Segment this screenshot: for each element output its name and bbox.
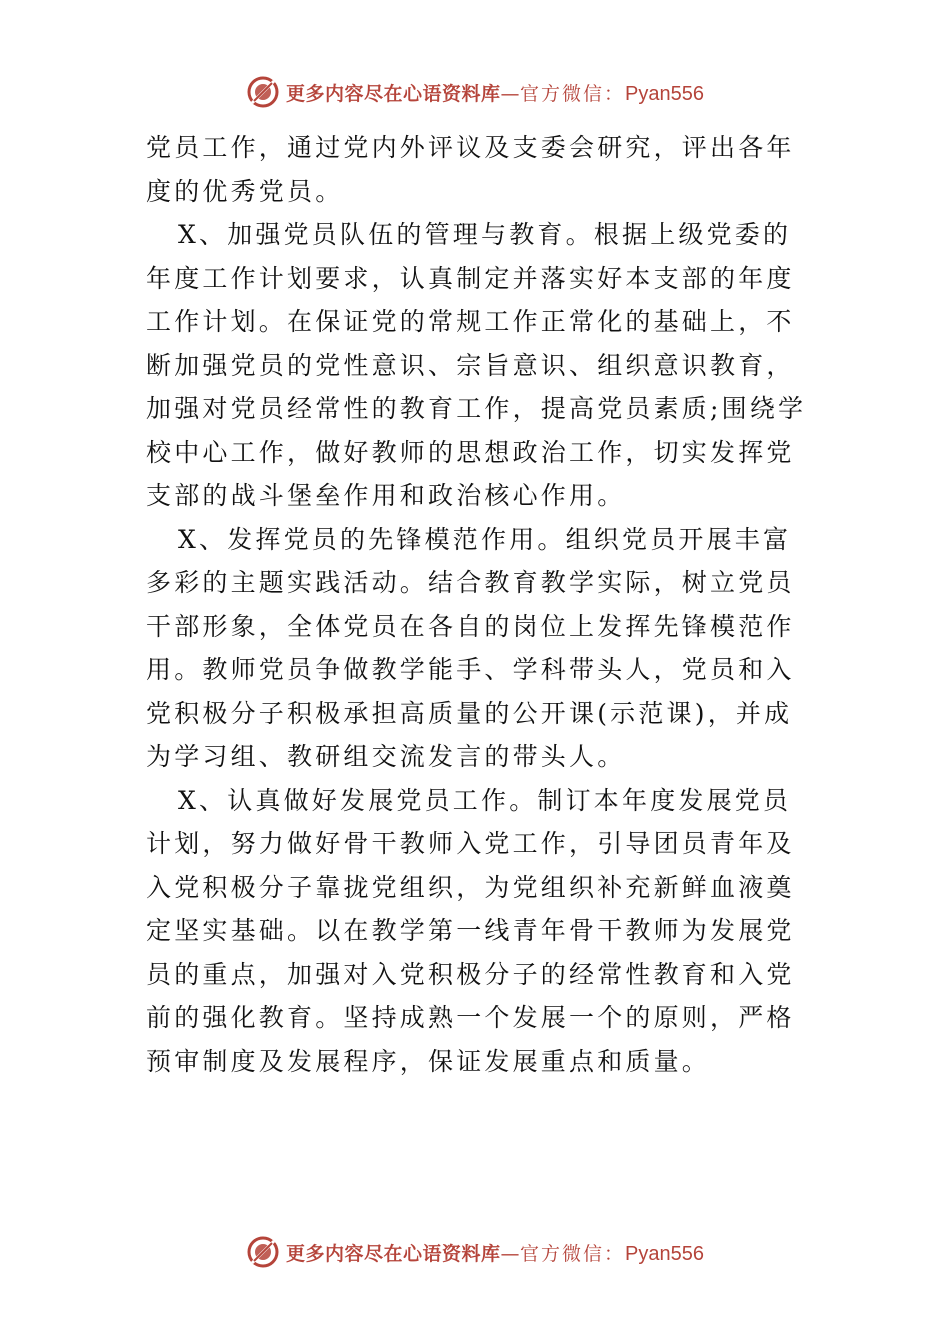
banner-text: 更多内容尽在心语资料库—官方微信：Pyan556 (286, 82, 704, 105)
paragraph: 党员工作，通过党内外评议及支委会研究，评出各年度的优秀党员。 (146, 133, 795, 206)
paragraph: X、认真做好发展党员工作。制订本年度发展党员计划，努力做好骨干教师入党工作，引导团员青年及入党积极分子靠拢党组织，为党组织补充新鲜血液奠定坚实基础。以在教学第一线青年骨干教师为发展党员的重点，加强对入党积极分子的经常性教育和入党前的强化教育。坚持成熟一个发展一个的原则，严格预审制度及发展程序，保证发展重点和质量。 (146, 785, 795, 1076)
paragraph: X、加强党员队伍的管理与教育。根据上级党委的年度工作计划要求，认真制定并落实好本支部的年度工作计划。在保证党的常规工作正常化的基础上，不断加强党员的党性意识、宗旨意识、组织意识教育，加强对党员经常性的教育工作，提高党员素质;围绕学校中心工作，做好教师的思想政治工作，切实发挥党支部的战斗堡垒作用和政治核心作用。 (146, 220, 807, 510)
header-banner (0, 72, 950, 112)
brand-logo-icon (246, 1235, 280, 1269)
banner-text: 更多内容尽在心语资料库—官方微信：Pyan556 (286, 1242, 704, 1265)
brand-logo-icon (246, 75, 280, 109)
document-body (146, 126, 818, 1083)
paragraph: X、发挥党员的先锋模范作用。组织党员开展丰富多彩的主题实践活动。结合教育教学实际，树立党员干部形象，全体党员在各自的岗位上发挥先锋模范作用。教师党员争做教学能手、学科带头人，党员和入党积极分子积极承担高质量的公开课(示范课)，并成为学习组、教研组交流发言的带头人。 (146, 524, 795, 771)
footer-banner (0, 1232, 950, 1272)
